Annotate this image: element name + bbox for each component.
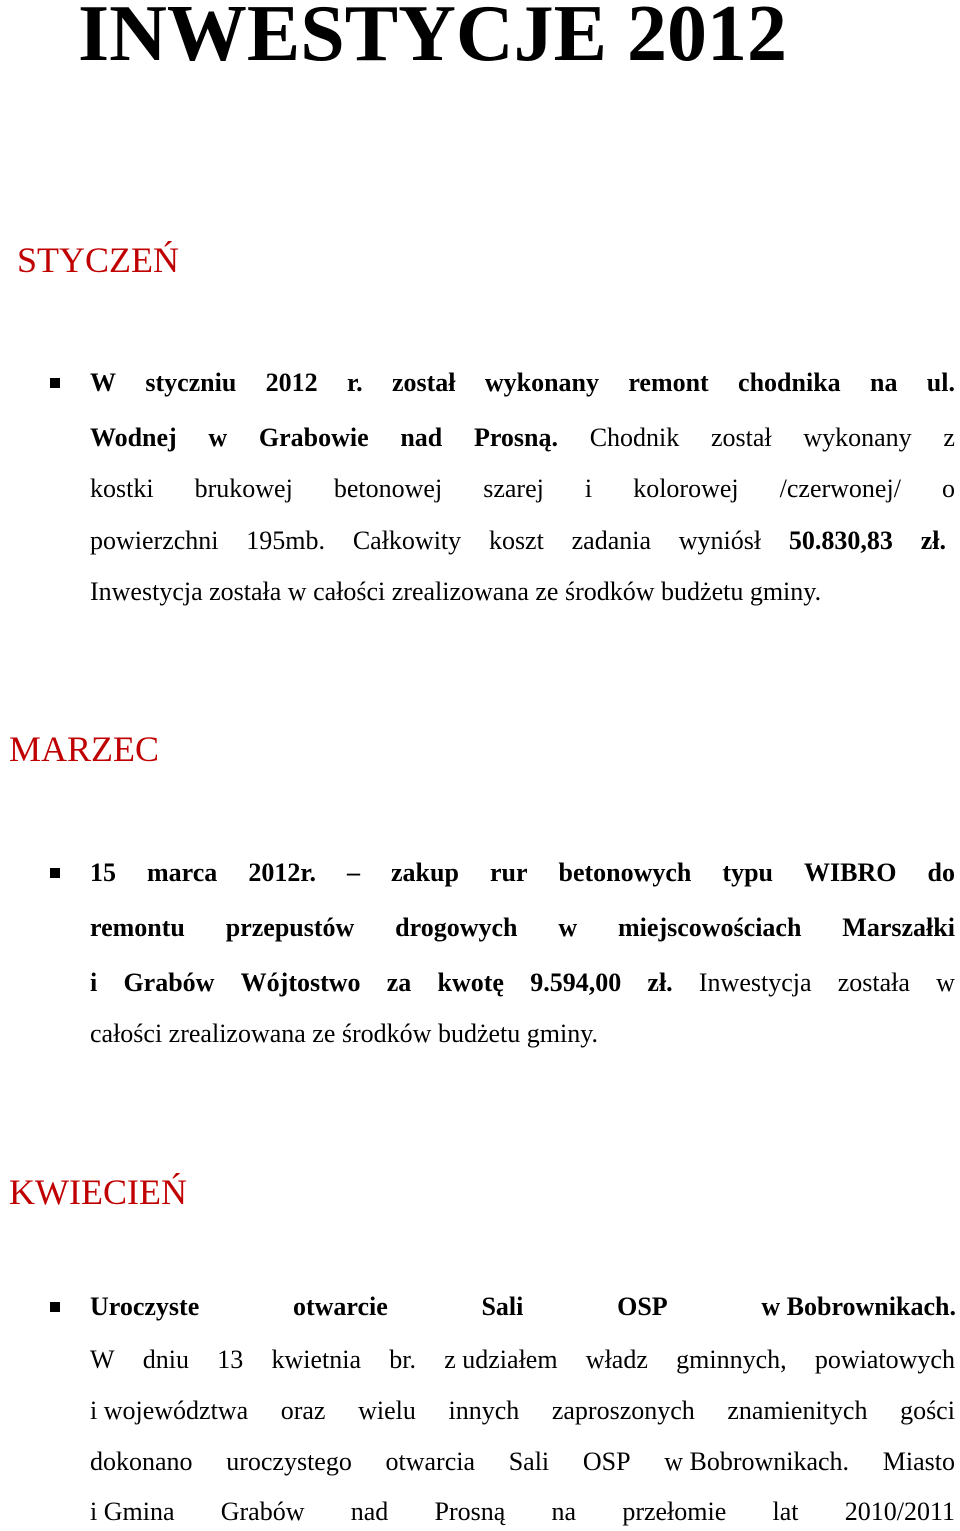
word: została: [837, 968, 910, 997]
word: Grabów: [123, 968, 215, 997]
word: betonowej: [333, 474, 443, 503]
word: wykonany: [803, 423, 912, 452]
word: zł.: [920, 526, 946, 555]
word: otwarcie: [292, 1292, 388, 1321]
word: o: [941, 474, 955, 503]
word: OSP: [582, 1447, 631, 1476]
word: oraz: [280, 1396, 326, 1425]
section-heading-marzec: MARZEC: [9, 729, 160, 769]
word: innych: [448, 1396, 520, 1425]
word: Marszałki: [842, 913, 955, 942]
word: całości zrealizowana ze środków budżetu gminy.: [90, 1019, 599, 1048]
word: rur: [489, 858, 528, 887]
word: Inwestycja: [698, 968, 812, 997]
word: chodnika: [738, 368, 841, 397]
word: kwietnia: [271, 1345, 362, 1374]
word: do: [927, 858, 955, 887]
word: marca: [147, 858, 218, 887]
section-heading-styczen: STYCZEŃ: [17, 240, 179, 280]
word: nad: [350, 1497, 389, 1526]
word: gości: [900, 1396, 955, 1425]
page-title: INWESTYCJE 2012: [78, 0, 788, 78]
word: i: [584, 474, 593, 503]
word: remontu: [90, 913, 185, 942]
word: kwotę: [437, 968, 504, 997]
word: ul.: [926, 368, 955, 397]
word: przepustów: [225, 913, 355, 942]
word: Uroczyste: [90, 1292, 200, 1321]
word: 9.594,00: [530, 968, 622, 997]
word: wielu: [358, 1396, 416, 1425]
word: Grabów: [220, 1497, 305, 1526]
word: gminnych,: [676, 1345, 787, 1374]
word: drogowych: [395, 913, 518, 942]
word: powiatowych: [814, 1345, 955, 1374]
word: z udziałem: [444, 1345, 558, 1374]
word: Miasto: [882, 1447, 955, 1476]
word: koszt: [488, 526, 544, 555]
word: 13: [217, 1345, 244, 1374]
word: nad: [400, 423, 443, 452]
word: 195mb.: [246, 526, 326, 555]
word: uroczystego: [226, 1447, 352, 1476]
word: w Bobrownikach.: [664, 1447, 850, 1476]
word: szarej: [483, 474, 544, 503]
word: Grabowie: [258, 423, 369, 452]
word: zł.: [647, 968, 673, 997]
styczen-line-3: [90, 473, 955, 505]
word: /czerwonej/: [779, 474, 901, 503]
styczen-line-2: [90, 422, 955, 454]
word: i województwa: [90, 1396, 249, 1425]
word: brukowej: [194, 474, 293, 503]
word: zaproszonych: [551, 1396, 695, 1425]
word: miejscowościach: [618, 913, 802, 942]
word: otwarcia: [385, 1447, 476, 1476]
word: Prosną: [434, 1497, 506, 1526]
word: powierzchni: [90, 526, 219, 555]
word: lat: [772, 1497, 799, 1526]
word: Chodnik: [589, 423, 680, 452]
marzec-line-3: [90, 967, 955, 999]
kwiecien-line-2: [90, 1344, 955, 1376]
word: W: [90, 1345, 115, 1374]
word: przełomie: [622, 1497, 727, 1526]
bullet-icon: [50, 1302, 60, 1312]
word: kostki: [90, 474, 154, 503]
word: 15: [90, 858, 116, 887]
word: 2012r.: [248, 858, 316, 887]
word: WIBRO: [804, 858, 897, 887]
word: w: [208, 423, 228, 452]
word: 2010/2011: [844, 1497, 955, 1526]
word: w: [558, 913, 578, 942]
word: br.: [389, 1345, 416, 1374]
word: Całkowity: [352, 526, 462, 555]
word: z: [943, 423, 955, 452]
word: za: [386, 968, 412, 997]
styczen-line-4: [90, 525, 946, 557]
word: w Bobrownikach.: [761, 1292, 956, 1321]
word: Sali: [481, 1292, 524, 1321]
word: W: [90, 368, 116, 397]
word: wyniósł: [678, 526, 762, 555]
word: na: [869, 368, 898, 397]
marzec-line-2: [90, 912, 955, 944]
word: Prosną.: [473, 423, 558, 452]
word: remont: [628, 368, 709, 397]
kwiecien-line-4: [90, 1446, 955, 1478]
word: kolorowej: [633, 474, 739, 503]
word: na: [551, 1497, 577, 1526]
kwiecien-line-1: [90, 1291, 956, 1323]
word: betonowych: [558, 858, 692, 887]
word: wykonany: [484, 368, 599, 397]
word: 50.830,83: [788, 526, 893, 555]
word: 2012: [265, 368, 318, 397]
word: Inwestycja zostałа w całości zrealizowana ze środków budżetu gminy.: [90, 577, 822, 606]
bullet-icon: [50, 868, 60, 878]
word: znamienitych: [727, 1396, 868, 1425]
styczen-line-1: [90, 367, 955, 399]
word: dokonano: [90, 1447, 193, 1476]
word: w: [936, 968, 955, 997]
word: zakup: [391, 858, 459, 887]
word: został: [710, 423, 772, 452]
styczen-line-5: [90, 576, 955, 608]
word: władz: [585, 1345, 648, 1374]
kwiecien-line-3: [90, 1395, 955, 1427]
word: typu: [722, 858, 773, 887]
word: Wodnej: [90, 423, 177, 452]
marzec-line-1: [90, 857, 955, 889]
marzec-line-4: [90, 1018, 955, 1050]
word: OSP: [617, 1292, 668, 1321]
section-heading-kwiecien: KWIECIEŃ: [9, 1172, 187, 1212]
kwiecien-line-5: [90, 1496, 955, 1528]
word: i Gmina: [90, 1497, 175, 1526]
word: Wójtostwo: [240, 968, 361, 997]
word: Sali: [508, 1447, 550, 1476]
word: r.: [346, 368, 363, 397]
bullet-icon: [50, 378, 60, 388]
word: –: [346, 858, 360, 887]
word: styczniu: [145, 368, 237, 397]
word: dniu: [142, 1345, 190, 1374]
word: i: [90, 968, 98, 997]
word: zadania: [571, 526, 651, 555]
word: został: [391, 368, 456, 397]
